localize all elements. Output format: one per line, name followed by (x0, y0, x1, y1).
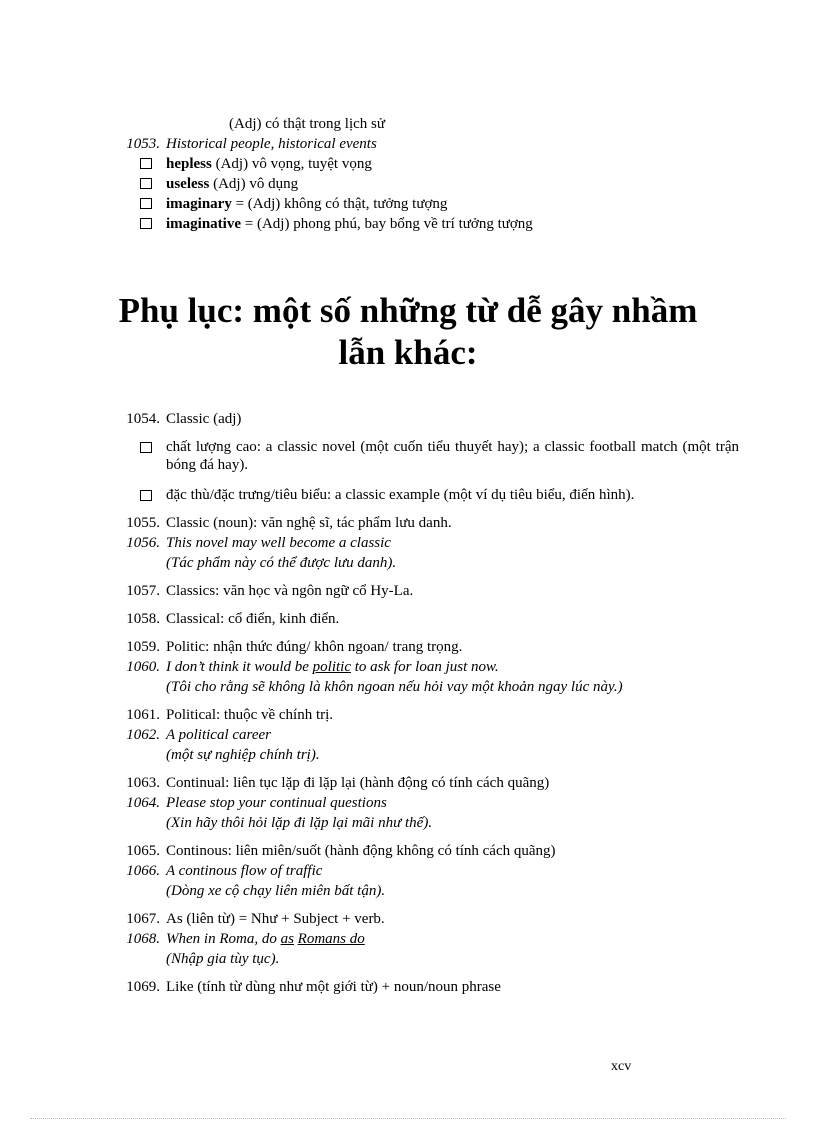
entry-number-1068: 1068. (126, 931, 160, 947)
entry-1054: Classic (adj) (166, 411, 242, 427)
example-1068: When in Roma, do as Romans do (166, 931, 365, 947)
entry-1057: Classics: văn học và ngôn ngữ cổ Hy-La. (166, 583, 414, 599)
entry-1055: Classic (noun): văn nghệ sĩ, tác phẩm lưu danh. (166, 515, 452, 531)
bullet-useless: useless (Adj) vô dụng (166, 176, 299, 192)
bullet-classic-typical: đặc thù/đặc trưng/tiêu biểu: a classic example (một ví dụ tiêu biểu, điển hình). (166, 487, 635, 503)
entry-number-1062: 1062. (126, 727, 160, 743)
entry-number-1066: 1066. (126, 863, 160, 879)
bullet-box-icon (140, 442, 152, 453)
example-1066: A continous flow of traffic (166, 863, 323, 879)
bullet-imaginary: imaginary = (Adj) không có thật, tưởng tượng (166, 196, 448, 212)
entry-number-1054: 1054. (126, 411, 160, 427)
bullet-box-icon (140, 218, 152, 229)
example-1056: This novel may well become a classic (166, 535, 391, 551)
page-number: xcv (611, 1059, 632, 1074)
page-edge-divider (30, 1118, 786, 1119)
bullet-box-icon (140, 490, 152, 501)
bullet-classic-quality: chất lượng cao: a classic novel (một cuốn tiểu thuyết hay); a classic football match (một trận bóng đá hay). (166, 439, 739, 473)
translation-1068: (Nhập gia tùy tục). (166, 951, 280, 967)
entry-1069: Like (tính từ dùng như một giới từ) + noun/noun phrase (166, 979, 501, 995)
entry-number-1063: 1063. (126, 775, 160, 791)
bullet-imaginative: imaginative = (Adj) phong phú, bay bổng về trí tưởng tượng (166, 216, 533, 232)
example-1060: I don’t think it would be politic to ask for loan just now. (166, 659, 499, 675)
translation-1056: (Tác phẩm này có thể được lưu danh). (166, 555, 397, 571)
entry-1063: Continual: liên tục lặp đi lặp lại (hành động có tính cách quãng) (166, 775, 550, 791)
entry-number-1055: 1055. (126, 515, 160, 531)
entry-number-1056: 1056. (126, 535, 160, 551)
translation-1060: (Tôi cho rằng sẽ không là khôn ngoan nếu hỏi vay một khoản ngay lúc này.) (166, 679, 623, 695)
example-1053: Historical people, historical events (166, 136, 377, 152)
entry-number-1065: 1065. (126, 843, 160, 859)
example-1064: Please stop your continual questions (166, 795, 387, 811)
entry-1061: Political: thuộc về chính trị. (166, 707, 334, 723)
entry-1067: As (liên từ) = Như + Subject + verb. (166, 911, 385, 927)
entry-number-1061: 1061. (126, 707, 160, 723)
entry-number-1069: 1069. (126, 979, 160, 995)
entry-1059: Politic: nhận thức đúng/ khôn ngoan/ trang trọng. (166, 639, 463, 655)
entry-number-1053: 1053. (126, 136, 160, 152)
translation-1066: (Dòng xe cộ chạy liên miên bất tận). (166, 883, 386, 899)
entry-number-1057: 1057. (126, 583, 160, 599)
bullet-box-icon (140, 198, 152, 209)
bullet-hepless: hepless (Adj) vô vọng, tuyệt vọng (166, 156, 372, 172)
entry-number-1064: 1064. (126, 795, 160, 811)
entry-1065: Continous: liên miên/suốt (hành động không có tính cách quãng) (166, 843, 556, 859)
appendix-heading-line2: lẫn khác: (338, 333, 478, 372)
bullet-box-icon (140, 178, 152, 189)
entry-number-1058: 1058. (126, 611, 160, 627)
entry-1058: Classical: cổ điển, kinh điển. (166, 611, 340, 627)
entry-number-1060: 1060. (126, 659, 160, 675)
translation-1062: (một sự nghiệp chính trị). (166, 747, 320, 763)
entry-number-1067: 1067. (126, 911, 160, 927)
example-1062: A political career (166, 727, 271, 743)
bullet-box-icon (140, 158, 152, 169)
adj-definition-line: (Adj) có thật trong lịch sử (229, 116, 386, 132)
appendix-heading-line1: Phụ lục: một số những từ dễ gây nhầm (118, 291, 698, 330)
entry-number-1059: 1059. (126, 639, 160, 655)
translation-1064: (Xin hãy thôi hỏi lặp đi lặp lại mãi như thế). (166, 815, 433, 831)
